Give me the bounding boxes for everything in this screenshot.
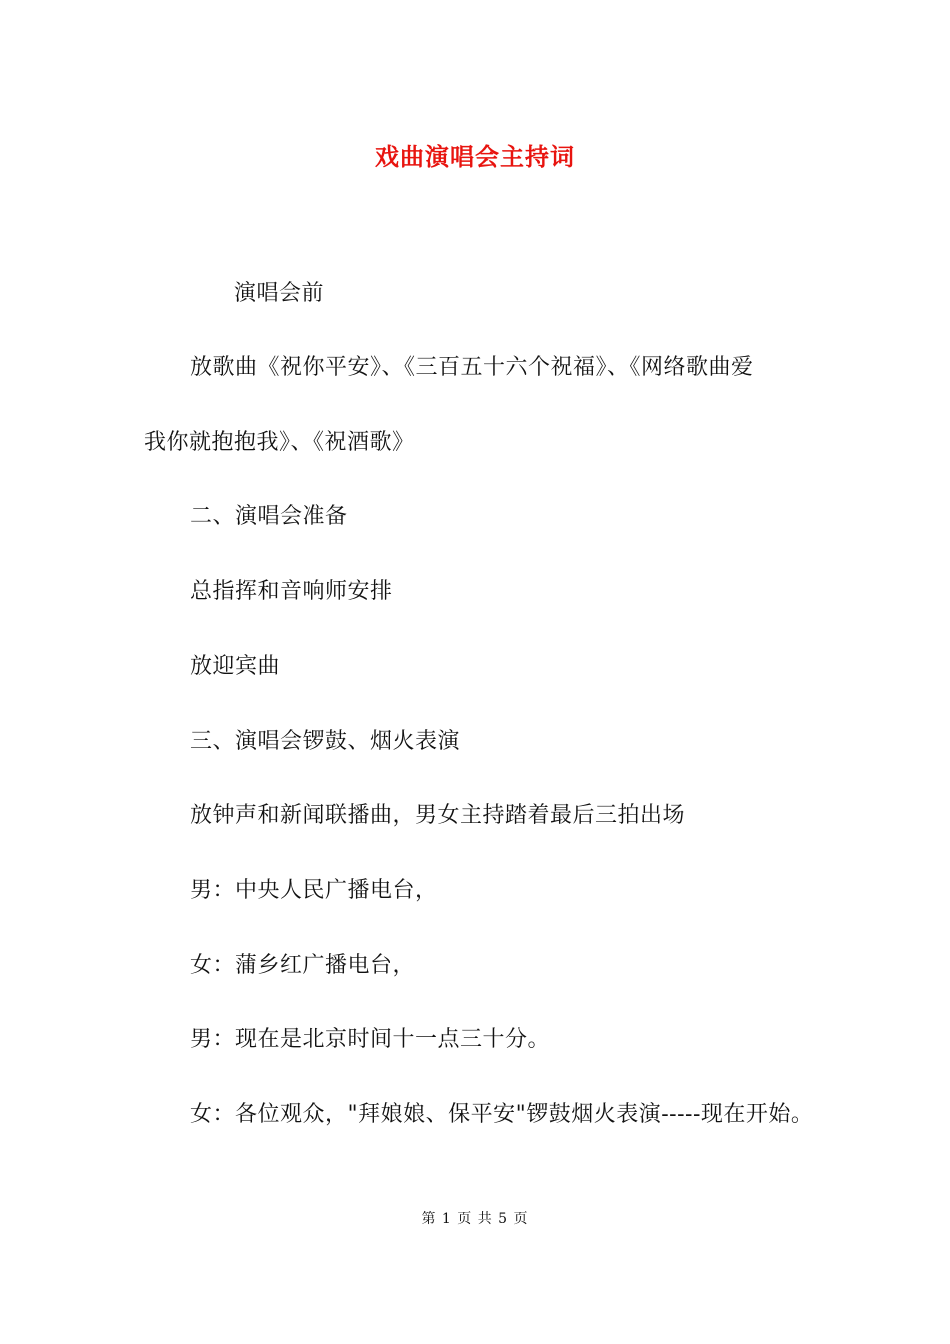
paragraph-line: 放钟声和新闻联播曲，男女主持踏着最后三拍出场 <box>190 803 686 828</box>
dialogue-line: 男：现在是北京时间十一点三十分。 <box>190 1027 551 1052</box>
dialogue-line: 女：各位观众，"拜娘娘、保平安"锣鼓烟火表演-----现在开始。 <box>190 1102 814 1127</box>
paragraph-line: 我你就抱抱我》、《祝酒歌》 <box>144 430 415 455</box>
section-heading-preparation: 二、演唱会准备 <box>190 504 348 529</box>
dialogue-line: 女：蒲乡红广播电台， <box>190 953 416 978</box>
paragraph-line: 放歌曲《祝你平安》、《三百五十六个祝福》、《网络歌曲爱 <box>190 355 754 380</box>
document-title: 戏曲演唱会主持词 <box>375 142 575 171</box>
section-heading-performance: 三、演唱会锣鼓、烟火表演 <box>190 729 461 754</box>
paragraph-line: 放迎宾曲 <box>190 654 281 679</box>
paragraph-line: 总指挥和音响师安排 <box>190 579 393 604</box>
page-number-footer: 第 1 页 共 5 页 <box>421 1211 529 1227</box>
dialogue-line: 男：中央人民广播电台， <box>190 878 438 903</box>
section-heading-before-concert: 演唱会前 <box>234 281 325 306</box>
